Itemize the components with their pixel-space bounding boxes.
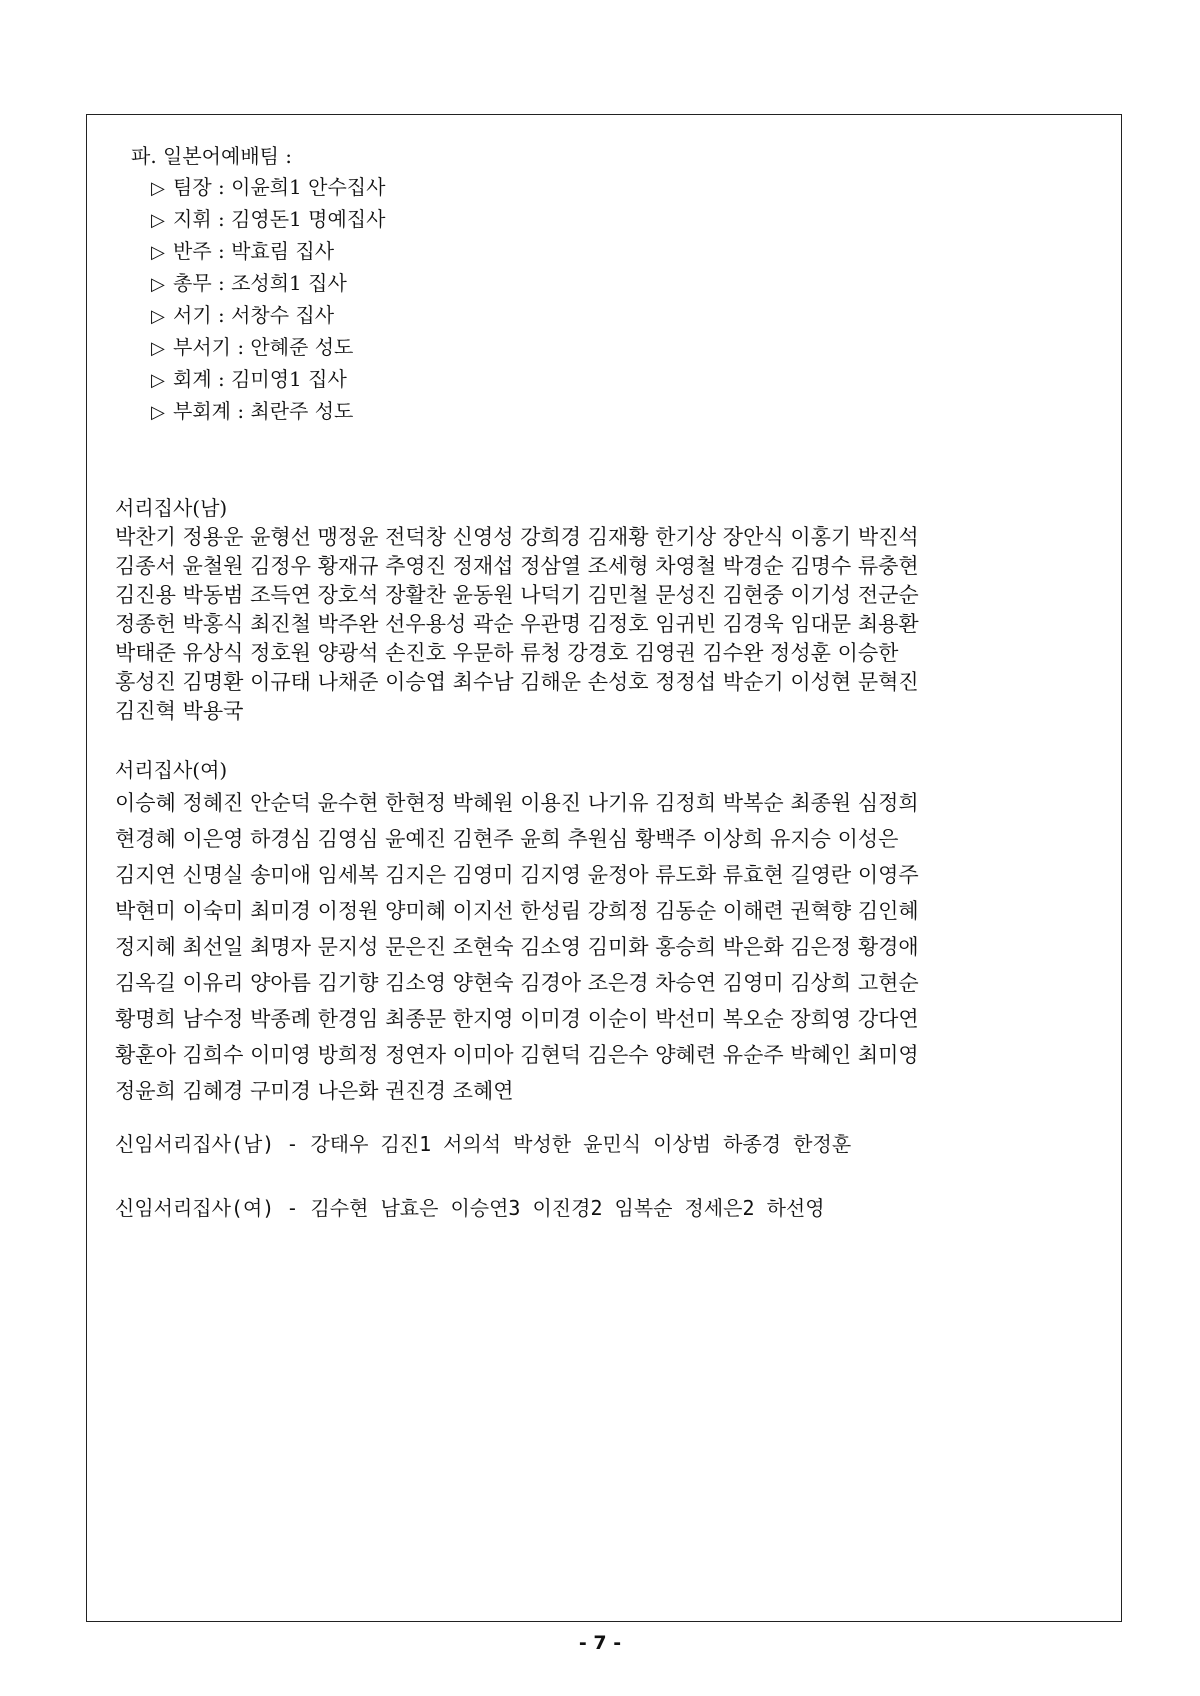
role-item [151,332,1105,364]
role-item [151,364,1105,396]
names-line: 정종헌 박홍식 최진철 박주완 선우용성 곽순 우관명 김정호 임귀빈 김경욱 임대문 최용환 [115,612,919,636]
team-roles-list [115,172,1105,428]
names-line: 현경혜 이은영 하경심 김영심 윤예진 김현주 윤희 추원심 황백주 이상희 유지승 이성은 [115,827,899,851]
role-item [151,172,1105,204]
female-deacons-names [115,785,1105,1109]
role-text: 서기 : 서창수 집사 [173,303,335,327]
triangle-bullet-icon: ▷ [151,210,165,231]
names-line: 김진용 박동범 조득연 장호석 장활찬 윤동원 나덕기 김민철 문성진 김현중 이기성 전군순 [115,583,919,607]
role-item [151,204,1105,236]
male-deacons-names [115,523,1105,726]
new-female-deacons: 신임서리집사(여) - 김수현 남효은 이승연3 이진경2 임복순 정세은2 하선영 [115,1196,825,1220]
role-text: 반주 : 박효림 집사 [173,239,335,263]
names-line: 박찬기 정용운 윤형선 맹정윤 전덕창 신영성 강희경 김재황 한기상 장안식 이홍기 박진석 [115,525,919,549]
names-line: 홍성진 김명환 이규태 나채준 이승엽 최수남 김해운 손성호 정정섭 박순기 이성현 문혁진 [115,670,919,694]
role-text: 지휘 : 김영돈1 명예집사 [173,207,386,231]
triangle-bullet-icon: ▷ [151,306,165,327]
names-line: 이승혜 정혜진 안순덕 윤수현 한현정 박혜원 이용진 나기유 김정희 박복순 최종원 심정희 [115,791,919,815]
triangle-bullet-icon: ▷ [151,402,165,423]
new-male-deacons: 신임서리집사(남) - 강태우 김진1 서의석 박성한 윤민식 이상범 하종경 한정훈 [115,1132,852,1156]
names-line: 정윤희 김혜경 구미경 나은화 권진경 조혜연 [115,1079,514,1103]
triangle-bullet-icon: ▷ [151,242,165,263]
names-line: 황명희 남수정 박종례 한경임 최종문 한지영 이미경 이순이 박선미 복오순 장희영 강다연 [115,1007,919,1031]
role-item [151,396,1105,428]
page-number: - 7 - [578,1632,622,1654]
role-item [151,268,1105,300]
female-deacons-section [115,756,1105,1109]
role-text: 팀장 : 이윤희1 안수집사 [173,175,386,199]
male-deacons-section [115,494,1105,726]
names-line: 황훈아 김희수 이미영 방희정 정연자 이미아 김현덕 김은수 양혜련 유순주 박혜인 최미영 [115,1043,919,1067]
role-item [151,236,1105,268]
names-line: 김옥길 이유리 양아름 김기향 김소영 양현숙 김경아 조은경 차승연 김영미 김상희 고현순 [115,971,919,995]
names-line: 김지연 신명실 송미애 임세복 김지은 김영미 김지영 윤정아 류도화 류효현 길영란 이영주 [115,863,919,887]
triangle-bullet-icon: ▷ [151,274,165,295]
role-text: 부서기 : 안혜준 성도 [173,335,354,359]
triangle-bullet-icon: ▷ [151,370,165,391]
role-text: 부회계 : 최란주 성도 [173,399,354,423]
male-deacons-title: 서리집사(남) [115,496,228,520]
role-text: 회계 : 김미영1 집사 [173,367,347,391]
names-line: 정지혜 최선일 최명자 문지성 문은진 조현숙 김소영 김미화 홍승희 박은화 김은정 황경애 [115,935,919,959]
team-title: 파. 일본어예배팀 : [131,144,293,168]
role-text: 총무 : 조성희1 집사 [173,271,347,295]
female-deacons-title: 서리집사(여) [115,758,228,782]
names-line: 박태준 유상식 정호원 양광석 손진호 우문하 류청 강경호 김영권 김수완 정성훈 이승한 [115,641,899,665]
triangle-bullet-icon: ▷ [151,178,165,199]
names-line: 김종서 윤철원 김정우 황재규 추영진 정재섭 정삼열 조세형 차영철 박경순 김명수 류충현 [115,554,919,578]
names-line: 김진혁 박용국 [115,699,244,723]
role-item [151,300,1105,332]
triangle-bullet-icon: ▷ [151,338,165,359]
names-line: 박현미 이숙미 최미경 이정원 양미혜 이지선 한성림 강희정 김동순 이해련 권혁향 김인혜 [115,899,919,923]
page-content [115,140,1105,1223]
